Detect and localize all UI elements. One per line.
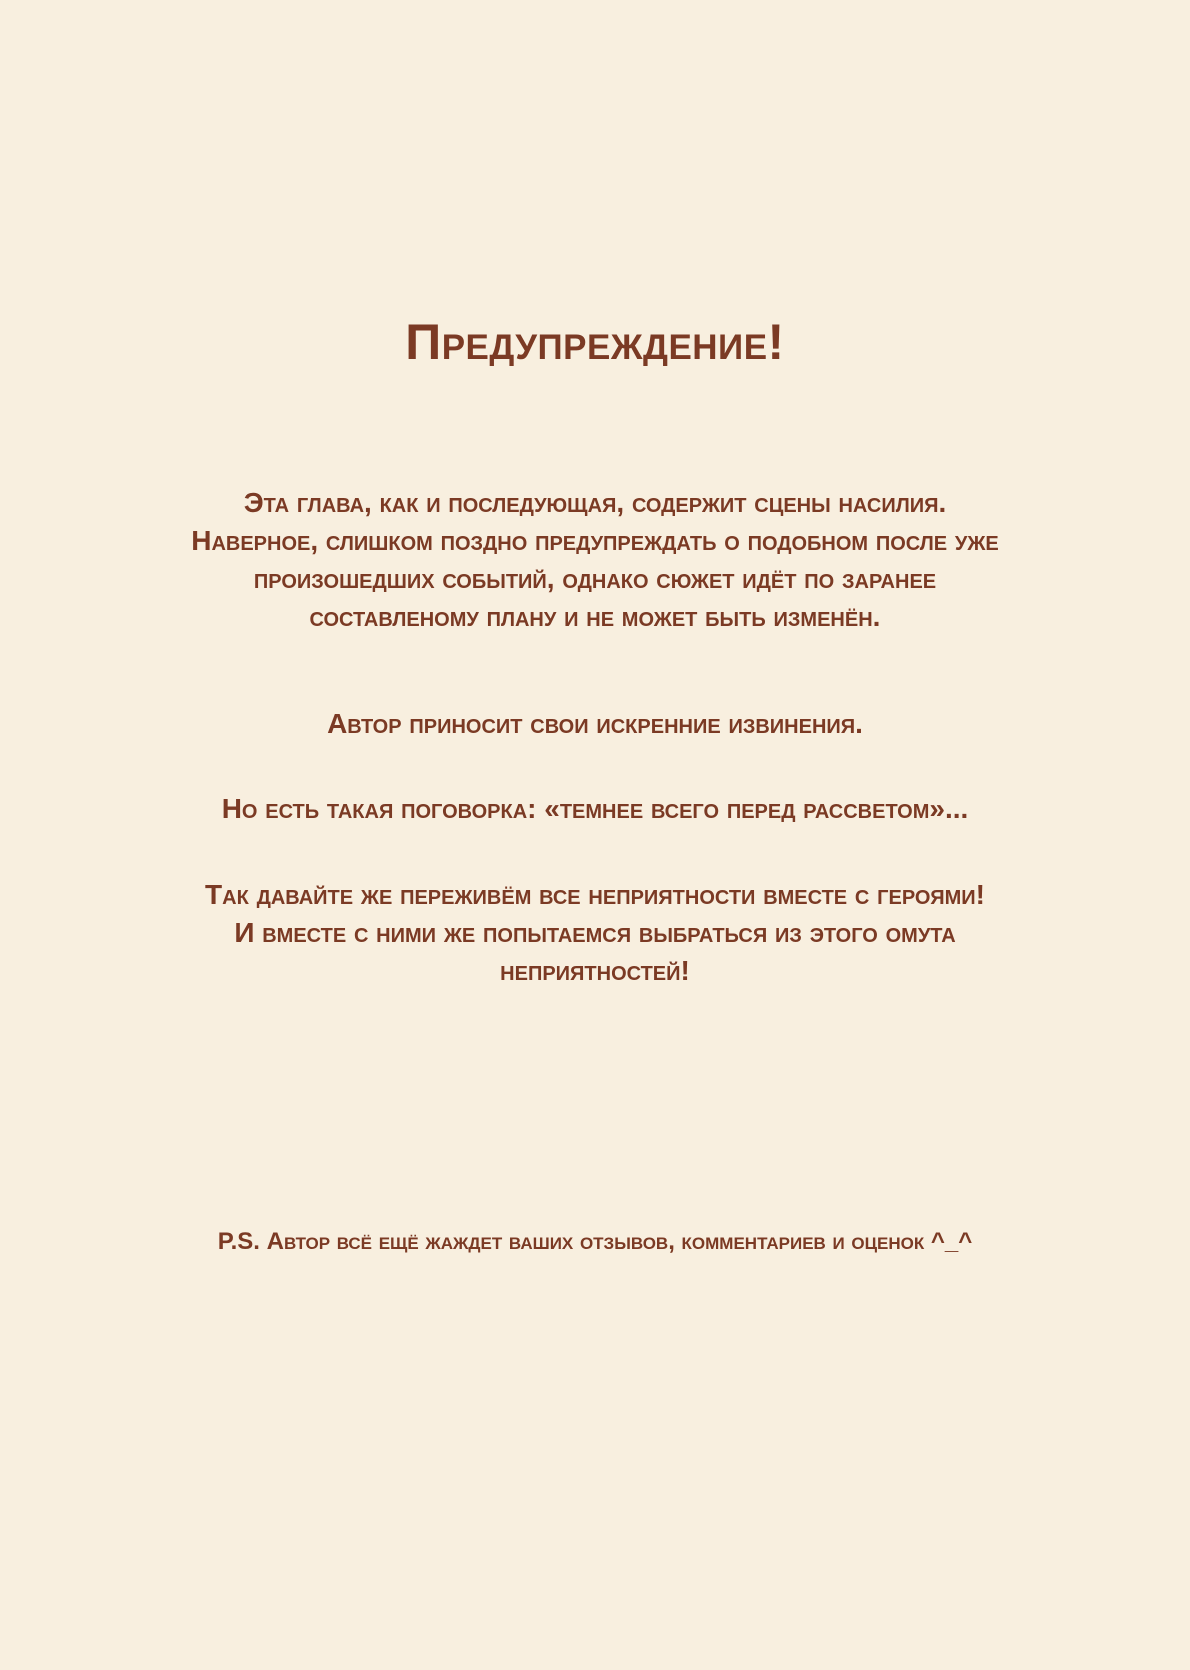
encouragement-paragraph bbox=[60, 876, 1130, 990]
encouragement-line: Так давайте же переживём все неприятности вместе с героями! bbox=[205, 879, 985, 910]
page-title: Предупреждение! bbox=[405, 314, 785, 370]
proverb-paragraph: Но есть такая поговорка: «темнее всего перед рассветом»... bbox=[221, 793, 969, 824]
warning-line: составленому плану и не может быть изменён. bbox=[309, 601, 881, 632]
encouragement-line: неприятностей! bbox=[500, 955, 690, 986]
violence-warning-paragraph bbox=[60, 484, 1130, 636]
warning-line: Наверное, слишком поздно предупреждать о подобном после уже bbox=[191, 525, 999, 556]
postscript: P.S. Автор всё ещё жаждет ваших отзывов, комментариев и оценок ^_^ bbox=[217, 1228, 973, 1255]
apology-paragraph: Автор приносит свои искренние извинения. bbox=[327, 708, 863, 739]
warning-line: произошедших событий, однако сюжет идёт по заранее bbox=[253, 563, 937, 594]
encouragement-line: И вместе с ними же попытаемся выбраться из этого омута bbox=[234, 917, 956, 948]
warning-line: Эта глава, как и последующая, содержит сцены насилия. bbox=[243, 487, 947, 518]
